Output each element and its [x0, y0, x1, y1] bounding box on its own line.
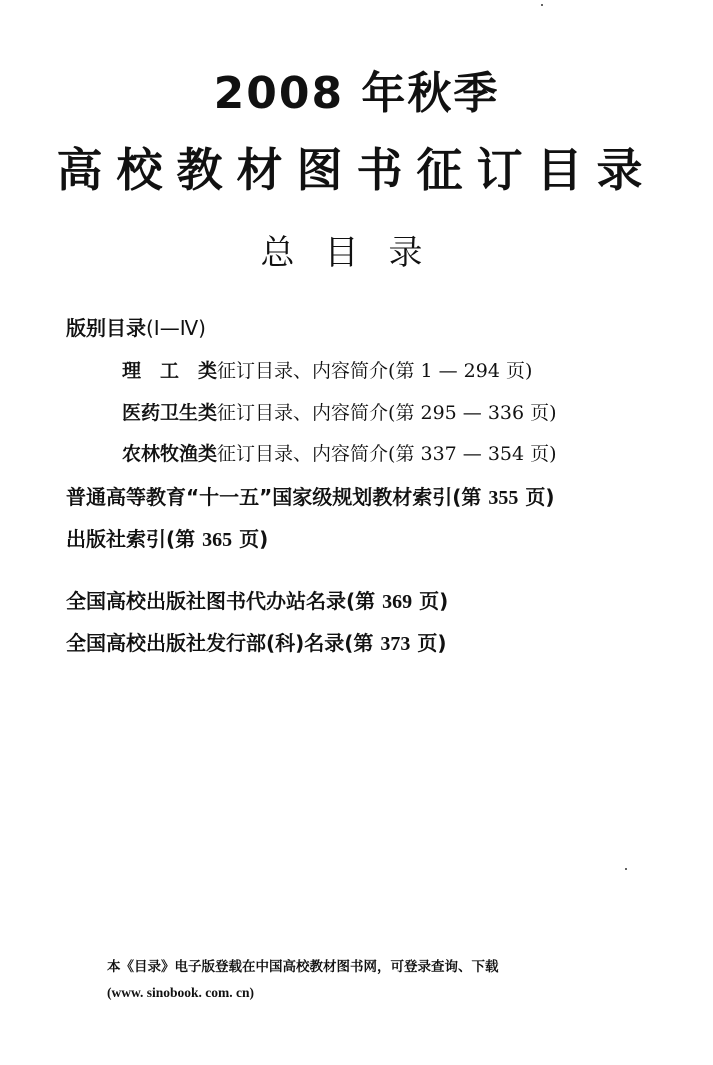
toc-agency-list — [66, 588, 448, 615]
toc-agriculture — [122, 441, 557, 467]
toc-distribution-list-tail: 页) — [410, 631, 447, 655]
toc-agriculture-desc: 征订目录、内容简介 — [217, 443, 389, 465]
toc-medical-category: 医药卫生类 — [122, 402, 218, 424]
toc-agriculture-pages: (第 337 — 354 页) — [388, 443, 557, 465]
toc-publisher-index-tail: 页) — [232, 527, 269, 551]
toc-agency-list-label: 全国高校出版社图书代办站名录(第 — [66, 589, 383, 613]
toc-agency-list-page: 369 — [382, 591, 413, 613]
toc-distribution-list — [66, 630, 447, 657]
catalog-title: 高校教材图书征订目录 — [56, 143, 657, 197]
toc-edition-catalog-label: 版别目录 — [66, 316, 146, 340]
toc-edition-catalog — [66, 315, 206, 341]
toc-national-index-page: 355 — [488, 487, 519, 509]
toc-sci-eng-pages: (第 1 — 294 页) — [388, 360, 533, 382]
scan-speck — [625, 868, 627, 870]
general-contents-heading: 总目录 — [260, 233, 453, 273]
toc-national-textbook-index — [66, 484, 555, 511]
footer-note: 本《目录》电子版登载在中国高校教材图书网，可登录查询、下载 — [107, 959, 499, 975]
toc-agriculture-category: 农林牧渔类 — [122, 443, 218, 465]
toc-sci-eng-desc: 征订目录、内容简介 — [217, 360, 389, 382]
toc-publisher-index-page: 365 — [202, 529, 233, 551]
toc-edition-catalog-range: (Ⅰ—Ⅳ) — [146, 316, 206, 340]
toc-publisher-index — [66, 526, 268, 553]
toc-medical-desc: 征订目录、内容简介 — [217, 402, 389, 424]
toc-national-index-label: 普通高等教育“十一五”国家级规划教材索引(第 — [66, 485, 489, 509]
toc-distribution-list-label: 全国高校出版社发行部(科)名录(第 — [66, 631, 381, 655]
toc-distribution-list-page: 373 — [380, 633, 411, 655]
toc-medical-pages: (第 295 — 336 页) — [388, 402, 557, 424]
footer-website: (www. sinobook. com. cn) — [107, 985, 255, 1000]
toc-sci-eng-category: 理 工 类 — [122, 360, 218, 382]
scan-speck — [541, 4, 543, 6]
toc-sci-eng — [122, 358, 532, 384]
toc-agency-list-tail: 页) — [412, 589, 449, 613]
toc-publisher-index-label: 出版社索引(第 — [66, 527, 203, 551]
catalog-year-season: 2008 年秋季 — [213, 68, 500, 119]
toc-national-index-tail: 页) — [518, 485, 555, 509]
toc-medical — [122, 400, 557, 426]
